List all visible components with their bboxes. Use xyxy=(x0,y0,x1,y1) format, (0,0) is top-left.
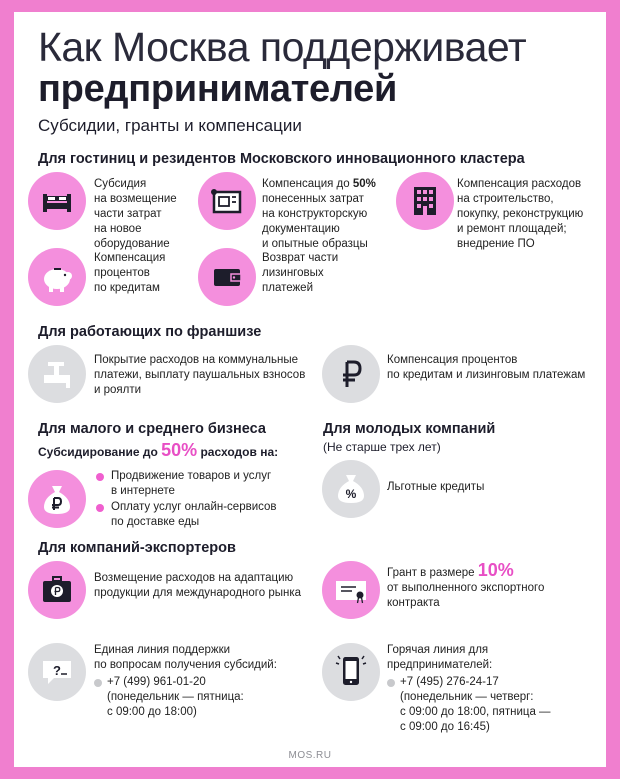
section-young-heading: Для молодых компаний xyxy=(323,421,496,437)
hotels-item-equipment-text: Субсидия на возмещение части затрат на новое оборудование xyxy=(94,178,177,250)
grant-text-before: Грант в размере xyxy=(387,567,478,579)
section-exporters-heading: Для компаний-экспортеров xyxy=(38,540,236,556)
percent-bag-icon xyxy=(322,460,380,518)
briefcase-icon xyxy=(28,561,86,619)
chat-icon xyxy=(28,643,86,701)
building-icon xyxy=(396,172,454,230)
sme-subsidy-suffix: расходов на: xyxy=(197,445,279,459)
money-bag-icon xyxy=(28,470,86,528)
piggy-bank-icon xyxy=(28,248,86,306)
young-credit-text: Льготные кредиты xyxy=(387,481,485,493)
infographic-page xyxy=(14,12,606,767)
hotline-phone[interactable]: +7 (495) 276-24-17 xyxy=(400,676,499,688)
section-hotels-heading: Для гостиниц и резидентов Московского инновационного кластера xyxy=(38,151,525,167)
title-line-1: Как Москва поддерживает xyxy=(38,24,527,70)
section-sme-heading: Для малого и среднего бизнеса xyxy=(38,421,266,437)
section-franchise-heading: Для работающих по франшизе xyxy=(38,324,262,340)
phone-icon xyxy=(322,643,380,701)
grant-text-after: от выполненного экспортного контракта xyxy=(387,582,545,609)
footer-mos-ru[interactable]: MOS.RU xyxy=(288,750,332,761)
sme-subsidy-highlight: 50% xyxy=(161,440,198,460)
title-line-2: предпринимателей xyxy=(38,68,398,110)
wallet-icon xyxy=(198,248,256,306)
sme-bullet-2-dot xyxy=(96,504,104,512)
hotline-phone-dot xyxy=(387,679,395,687)
franchise-item-utilities-text: Покрытие расходов на коммунальные платежи, выплату паушальных взносов и роялти xyxy=(94,354,306,396)
support-line-phone[interactable]: +7 (499) 961-01-20 xyxy=(107,676,206,688)
support-line-phone-dot xyxy=(94,679,102,687)
subtitle: Субсидии, гранты и компенсации xyxy=(38,116,302,135)
sme-subsidy-prefix: Субсидирование до xyxy=(38,445,162,459)
sme-subsidy-line xyxy=(38,440,278,461)
exporters-item-grant-text xyxy=(387,560,545,611)
hotline-title: Горячая линия для предпринимателей: xyxy=(387,644,493,671)
hotels-item-design-text xyxy=(262,177,376,252)
design-text-highlight: 50% xyxy=(352,178,376,190)
grant-text-highlight: 10% xyxy=(477,560,514,580)
support-line-title: Единая линия поддержки по вопросам получения субсидий: xyxy=(94,644,277,671)
hotels-item-leasing-text: Возврат части лизинговых платежей xyxy=(262,252,339,294)
franchise-item-credit-text: Компенсация процентов по кредитам и лизинговым платежам xyxy=(387,354,586,381)
support-line-hours: (понедельник — пятница: с 09:00 до 18:00) xyxy=(107,691,244,718)
design-text-after: понесенных затрат на конструкторскую документацию и опытные образцы xyxy=(262,193,368,250)
ruble-icon xyxy=(322,345,380,403)
blueprint-icon xyxy=(198,172,256,230)
design-text-before: Компенсация до xyxy=(262,178,353,190)
sme-bullet-2-text: Оплату услуг онлайн-сервисов по доставке еды xyxy=(111,501,277,528)
hotels-item-credit-text: Компенсация процентов по кредитам xyxy=(94,252,166,294)
hotels-item-construction-text: Компенсация расходов на строительство, покупку, реконструкцию и ремонт площадей; внедрение ПО xyxy=(457,178,584,250)
certificate-icon xyxy=(322,561,380,619)
faucet-icon xyxy=(28,345,86,403)
young-subheading: (Не старше трех лет) xyxy=(323,440,441,454)
hotline-hours: (понедельник — четверг: с 09:00 до 18:00, пятница — с 09:00 до 16:45) xyxy=(400,691,551,733)
svg-text:%: % xyxy=(345,487,357,501)
svg-text:?: ? xyxy=(53,663,61,678)
sme-bullet-1-dot xyxy=(96,473,104,481)
bed-icon xyxy=(28,172,86,230)
sme-bullet-1-text: Продвижение товаров и услуг в интернете xyxy=(111,470,272,497)
exporters-item-adaptation-text: Возмещение расходов на адаптацию продукции для международного рынка xyxy=(94,572,302,599)
